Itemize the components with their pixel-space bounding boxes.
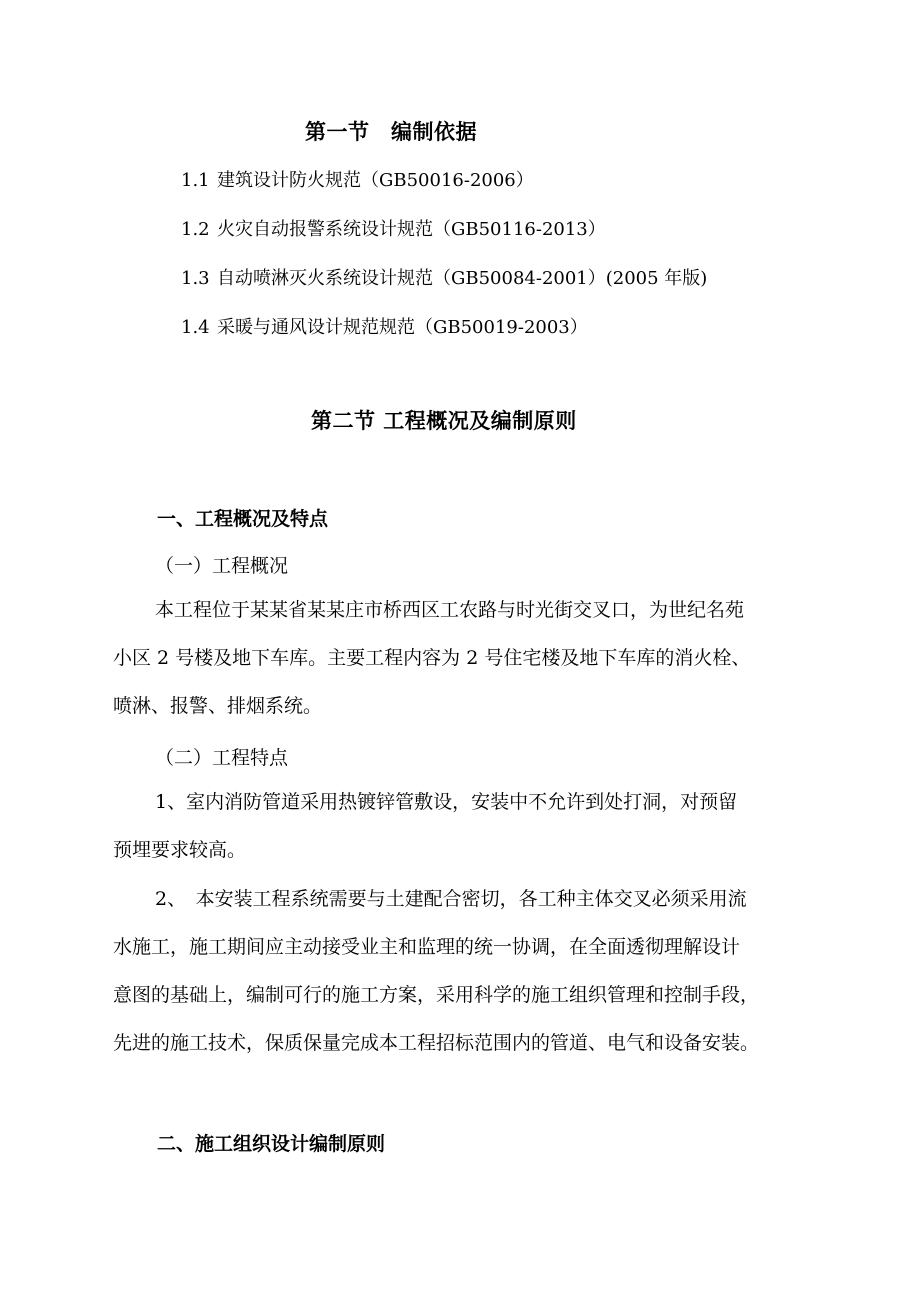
part-2-heading: 二、施工组织设计编制原则	[157, 1133, 386, 1155]
reference-item	[181, 166, 534, 192]
reference-text: 自动喷淋灭火系统设计规范（GB50084-2001）(2005 年版)	[217, 268, 708, 289]
reference-number: 1.1	[181, 170, 210, 191]
paragraph-overview	[0, 586, 920, 730]
paragraph-line: 先进的施工技术，保质保量完成本工程招标范围内的管道、电气和设备安装。	[113, 1032, 760, 1054]
section-1-title: 第一节 编制依据	[305, 120, 477, 144]
subheading-features: （二）工程特点	[155, 747, 289, 769]
reference-number: 1.4	[181, 317, 210, 338]
paragraph-feature-1	[0, 778, 920, 874]
paragraph-line: 小区 2 号楼及地下车库。主要工程内容为 2 号住宅楼及地下车库的消火栓、	[113, 647, 751, 669]
reference-number: 1.2	[181, 219, 210, 240]
reference-item	[181, 313, 588, 339]
paragraph-line: 预埋要求较高。	[113, 839, 247, 861]
paragraph-line: 水施工，施工期间应主动接受业主和监理的统一协调，在全面透彻理解设计	[113, 936, 741, 958]
paragraph-line: 2、 本安装工程系统需要与土建配合密切，各工种主体交叉必须采用流	[155, 888, 747, 910]
reference-item	[181, 264, 707, 290]
part-1-heading: 一、工程概况及特点	[157, 508, 329, 530]
reference-text: 建筑设计防火规范（GB50016-2006）	[217, 170, 534, 191]
section-2-title: 第二节 工程概况及编制原则	[311, 409, 577, 433]
reference-text: 采暖与通风设计规范规范（GB50019-2003）	[217, 317, 588, 338]
paragraph-feature-2	[0, 875, 920, 1067]
paragraph-line: 1、室内消防管道采用热镀锌管敷设，安装中不允许到处打洞，对预留	[155, 791, 738, 813]
paragraph-line: 意图的基础上，编制可行的施工方案，采用科学的施工组织管理和控制手段，	[113, 984, 760, 1006]
subheading-overview: （一）工程概况	[155, 555, 289, 577]
reference-item	[181, 215, 606, 241]
paragraph-line: 喷淋、报警、排烟系统。	[113, 695, 323, 717]
reference-text: 火灾自动报警系统设计规范（GB50116-2013）	[217, 219, 606, 240]
reference-number: 1.3	[181, 268, 210, 289]
paragraph-line: 本工程位于某某省某某庄市桥西区工农路与时光街交叉口，为世纪名苑	[155, 599, 745, 621]
